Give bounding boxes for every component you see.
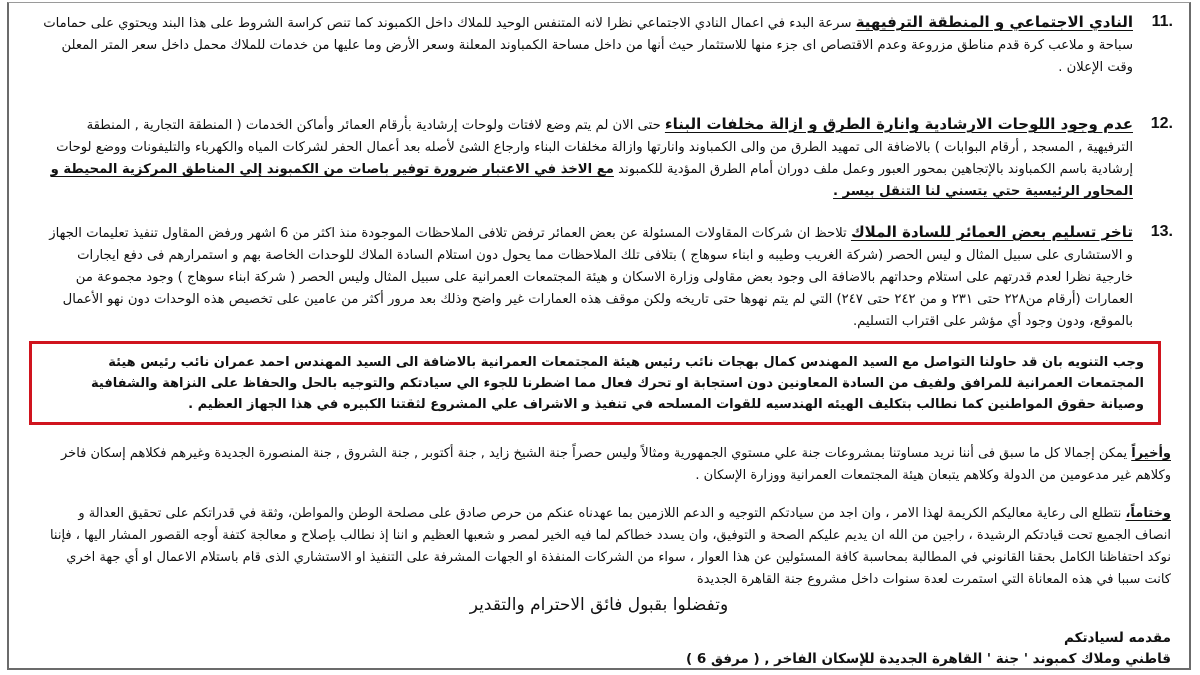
clause-12 bbox=[39, 113, 1171, 203]
clause-body: سرعة البدء في اعمال النادي الاجتماعي نظرا لانه المتنفس الوحيد للملاك داخل الكمبوند كما تنص كراسة الشروط على هذا البند ويحتوي على حمامات سباحة و ملاعب كرة قدم مناطق مزروعة وعدم الاقتصاص اى جزء منها للاستثمار حيث أنها من داخل مساحة الكمباوند المعلنة وسعر الأرض وما عليها من خدمات للملاك محمل داخل سعر المتر المعلن وقت الإعلان . bbox=[43, 16, 1133, 75]
clause-emphasis: مع الاخذ في الاعتبار ضرورة توفير باصات من الكمبوند إلي المناطق المركزية المحيطة و المحاور الرئيسية حتي يتسني لنا التنقل بيسر . bbox=[50, 162, 1133, 199]
clause-body: تلاحظ ان شركات المقاولات المسئولة عن بعض العمائر ترفض تلافى الملاحظات الموجودة منذ اكثر من 6 اشهر ورفض المقاول تنفيذ تعليمات الجهاز و الاستشارى على سبيل المثال و ليس الحصر (شركة الغريب وطيبه و ابناء سوهاج ) بتلافى تلك الملاحظات مما يحول دون استلام السادة الملاك للوحدات الخاصة بهم و استمرارهم فى دفع ايجارات خارجية نظرا لعدم قدرتهم على استلام وحداتهم بالاضافة الى وجود بعض مقاولى وزارة الاسكان و هيئة المجتمعات العمرانية على سبيل المثال وليس الحصر ( شركة ابناء سوهاج ) وجود مجموعة من العمارات (أرقام من٢٢٨ حتى ٢٣١ و من ٢٤٢ حتى ٢٤٧) التي لم يتم نهوها حتى تاريخه ولكن موقف هذه العمارات غير واضح وذلك بعد مرور أكثر من عامين على تخصيص هذه الوحدات دون نهو الأعمال بالموقع، ودون وجود أي مؤشر على اقتراب التسليم. bbox=[49, 226, 1133, 329]
signoff-line-2: قاطني وملاك كمبوند ' جنة ' القاهرة الجديدة للإسكان الفاخر , ( مرفق 6 ) bbox=[686, 651, 1171, 667]
notice-text: وجب التنويه بان قد حاولنا التواصل مع السيد المهندس كمال بهجات نائب رئيس هيئة المجتمعات العمرانية بالاضافة الى السيد المهندس احمد عمران نائب رئيس هيئة المجتمعات العمرانية للمرافق ولفيف من السادة المعاونين دون استجابة او تحرك فعال مما اضطرنا للجوء الي سيادتكم والتوجيه بالحل والحفاظ على النزاهة والشفافية وصيانة حقوق المواطنين كما نطالب بتكليف الهيئه الهندسيه للقوات المسلحه في تنفيذ و الاشراف علي المشروع لثقتنا الكبيره في هذا الجهاز العظيم . bbox=[91, 355, 1144, 412]
clause-heading: النادي الاجتماعي و المنطقة الترفيهية bbox=[855, 13, 1133, 31]
clause-number: 11. bbox=[1151, 13, 1173, 30]
clause-number: 12. bbox=[1150, 115, 1173, 132]
conclusion-text: نتطلع الى رعاية معاليكم الكريمة لهذا الامر ، وان اجد من سيادتكم التوجيه و الدعم اللازمين بما عهدناه عنكم من حرص صادق على مصلحة الوطن والمواطن، وثقة في قدراتكم على تحقيق العدالة و انصاف الجميع تحت قيادتكم الرشيدة ، راجين من الله ان يديم عليكم الصحة و التوفيق، وان يسدد خطاكم لما فيه الخير لمصر و شعبها العظيم و اننا إذ نطالب بإصلاح و معالجة كتفة أوجه القصور المشار اليها ، فإننا نوكد احتفاظنا الكامل بحقنا القانوني في المطالبة بمحاسبة كافة المسئولين عن هذا العوار ، سواء من الشركات المنفذة او الجهات المشرفة على التنفيذ او الاستشاري الذى قام باستلام الاعمال او أي جهة اخري كانت سببا في هذه المعاناة التي استمرت لعدة سنوات داخل مشروع جنة القاهرة الجديدة bbox=[49, 506, 1171, 587]
finally-paragraph bbox=[39, 443, 1171, 487]
conclusion-lead: وختاماً، bbox=[1125, 506, 1171, 521]
signoff bbox=[686, 628, 1171, 670]
finally-lead: وأخيراً bbox=[1131, 446, 1171, 461]
clause-heading: تاخر تسليم بعض العمائر للسادة الملاك bbox=[850, 223, 1133, 241]
clause-heading: عدم وجود اللوحات الارشادية وانارة الطرق و ازالة مخلفات البناء bbox=[664, 115, 1133, 133]
notice-box bbox=[29, 341, 1161, 425]
conclusion-paragraph bbox=[39, 503, 1171, 591]
clause-11 bbox=[39, 11, 1171, 79]
clause-body: حتى الان لم يتم وضع لافتات ولوحات إرشادية بأرقام العمائر وأماكن الخدمات ( المنطقة التجارية , المنطقة الترفيهية , المسجد , أرقام البوابات ) بالاضافة الى تمهيد الطرق من والى الكمباوند وانارتها وازالة مخلفات البناء وارجاع الشئ لأصله بعد أعمال الحفر لشركات المياه والكهرباء والتليفونات ووضع لوحات إرشادية باسم الكمباوند بالإتجاهين بمحور العبور وعمل ملف دوران أمام الطرق المؤدية للكمبوند bbox=[56, 118, 1133, 177]
closing-line: وتفضلوا بقبول فائق الاحترام والتقدير bbox=[469, 595, 729, 615]
signoff-line-1: مقدمه لسيادتكم bbox=[1064, 630, 1171, 646]
finally-text: يمكن إجمالا كل ما سبق فى أننا نريد مساوتنا بمشروعات جنة علي مستوي الجمهورية ومثالاً وليس حصراً جنة الشيخ زايد , جنة أكتوبر , جنة الشروق , جنة المنصورة الجديدة وغيرهم فكلاهم إسكان فاخر وكلاهم غير مدعومين من الدولة وكلاهم يتبعان هيئة المجتمعات العمرانية ووزارة الإسكان . bbox=[60, 446, 1171, 483]
clause-13 bbox=[39, 221, 1171, 333]
document-page bbox=[7, 2, 1191, 670]
clause-number: 13. bbox=[1150, 223, 1173, 240]
